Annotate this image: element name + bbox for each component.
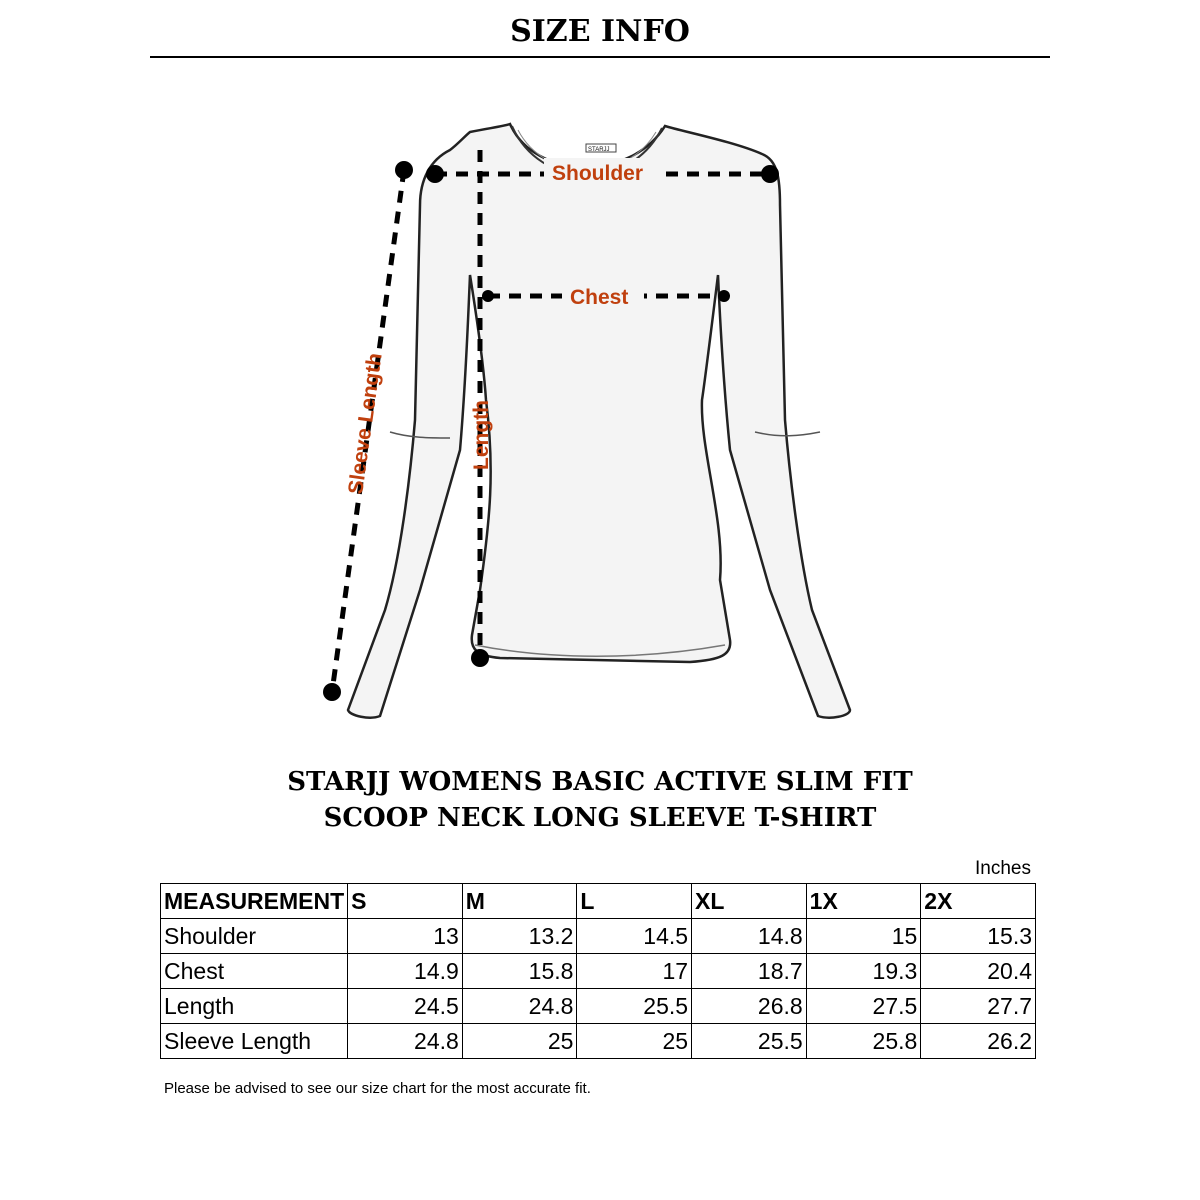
table-cell: 14.8 bbox=[692, 919, 807, 954]
table-cell: 24.8 bbox=[348, 1024, 463, 1059]
table-cell: 27.5 bbox=[806, 989, 921, 1024]
shirt-outline bbox=[348, 124, 850, 718]
shoulder-label: Shoulder bbox=[552, 162, 644, 185]
row-label: Sleeve Length bbox=[161, 1024, 348, 1059]
table-cell: 27.7 bbox=[921, 989, 1036, 1024]
header-cell: S bbox=[348, 884, 463, 919]
table-row bbox=[161, 1024, 1036, 1059]
table-cell: 25 bbox=[462, 1024, 577, 1059]
table-cell: 15.3 bbox=[921, 919, 1036, 954]
table-cell: 14.5 bbox=[577, 919, 692, 954]
shirt-diagram bbox=[300, 120, 900, 740]
table-cell: 26.2 bbox=[921, 1024, 1036, 1059]
table-cell: 19.3 bbox=[806, 954, 921, 989]
table-row bbox=[161, 989, 1036, 1024]
row-label: Length bbox=[161, 989, 348, 1024]
shirt-illustration bbox=[300, 120, 900, 740]
unit-label: Inches bbox=[975, 858, 1031, 879]
table-cell: 25.5 bbox=[577, 989, 692, 1024]
footer-note: Please be advised to see our size chart for the most accurate fit. bbox=[164, 1080, 591, 1097]
table-cell: 15.8 bbox=[462, 954, 577, 989]
sleeve-end-dot bbox=[323, 683, 341, 701]
table-cell: 17 bbox=[577, 954, 692, 989]
shoulder-start-dot bbox=[426, 165, 444, 183]
table-cell: 15 bbox=[806, 919, 921, 954]
product-title-line1: STARJJ WOMENS BASIC ACTIVE SLIM FIT bbox=[287, 767, 913, 797]
header-cell: M bbox=[462, 884, 577, 919]
header-cell: 1X bbox=[806, 884, 921, 919]
product-title-line2: SCOOP NECK LONG SLEEVE T-SHIRT bbox=[323, 803, 877, 833]
table-cell: 26.8 bbox=[692, 989, 807, 1024]
sleeve-start-dot bbox=[395, 161, 413, 179]
table-row bbox=[161, 954, 1036, 989]
row-label: Shoulder bbox=[161, 919, 348, 954]
table-cell: 20.4 bbox=[921, 954, 1036, 989]
title-divider bbox=[150, 56, 1050, 58]
chest-start-dot bbox=[482, 290, 494, 302]
header-cell: MEASUREMENT bbox=[161, 884, 348, 919]
table-cell: 13.2 bbox=[462, 919, 577, 954]
table-cell: 25.8 bbox=[806, 1024, 921, 1059]
length-label: Length bbox=[470, 400, 493, 470]
page-title: SIZE INFO bbox=[510, 14, 690, 49]
header-cell: XL bbox=[692, 884, 807, 919]
table-cell: 24.8 bbox=[462, 989, 577, 1024]
table-cell: 25.5 bbox=[692, 1024, 807, 1059]
chest-end-dot bbox=[718, 290, 730, 302]
product-title bbox=[0, 764, 1200, 836]
table-cell: 13 bbox=[348, 919, 463, 954]
header-cell: L bbox=[577, 884, 692, 919]
chest-label: Chest bbox=[570, 286, 629, 309]
table-cell: 18.7 bbox=[692, 954, 807, 989]
sleeve-length-label: Sleeve Length bbox=[344, 351, 387, 496]
table-row bbox=[161, 919, 1036, 954]
table-header-row bbox=[161, 884, 1036, 919]
shoulder-end-dot bbox=[761, 165, 779, 183]
size-chart-table bbox=[160, 883, 1036, 1059]
brand-tag-text: STARJJ bbox=[588, 147, 610, 153]
header-cell: 2X bbox=[921, 884, 1036, 919]
table-cell: 24.5 bbox=[348, 989, 463, 1024]
table-cell: 14.9 bbox=[348, 954, 463, 989]
table-cell: 25 bbox=[577, 1024, 692, 1059]
row-label: Chest bbox=[161, 954, 348, 989]
length-end-dot bbox=[471, 649, 489, 667]
